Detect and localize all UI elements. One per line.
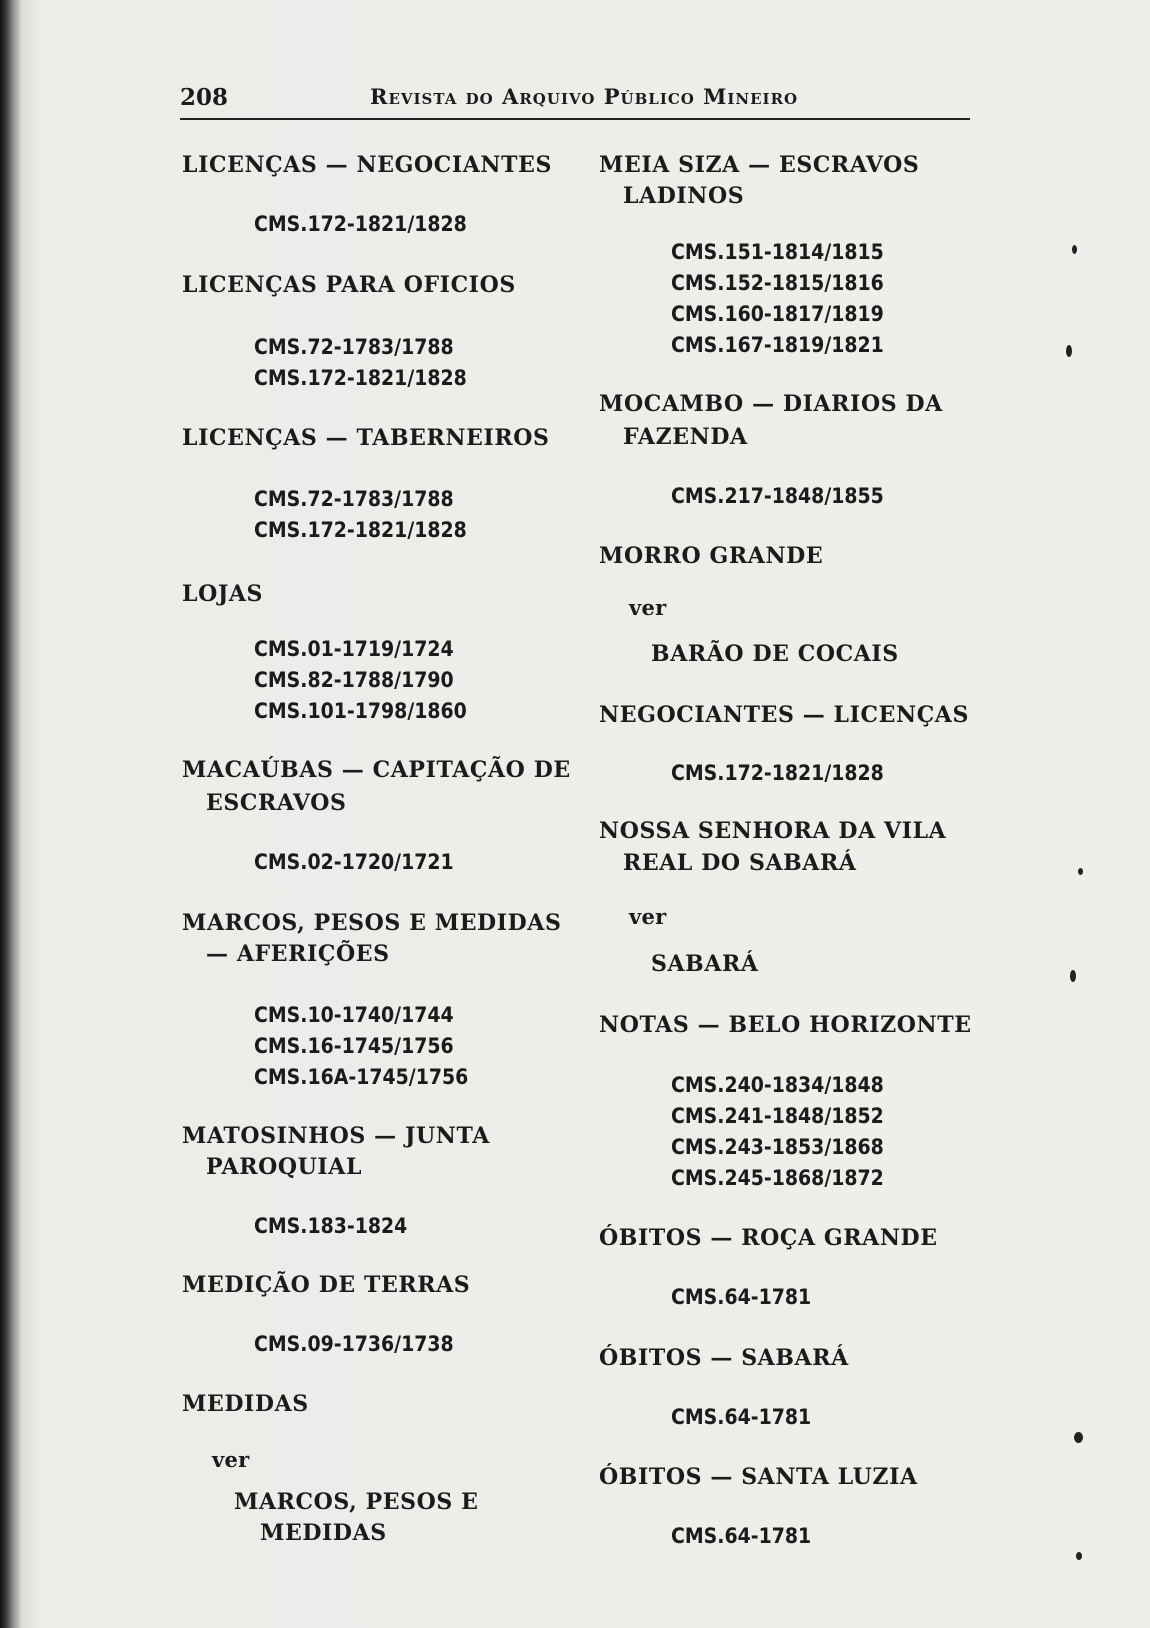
catalog-reference: CMS.245-1868/1872 <box>671 1166 884 1190</box>
index-heading: NOSSA SENHORA DA VILA <box>599 818 947 844</box>
catalog-reference: CMS.172-1821/1828 <box>671 761 884 785</box>
index-heading: LICENÇAS — NEGOCIANTES <box>182 152 552 178</box>
catalog-reference: CMS.64-1781 <box>671 1405 812 1429</box>
index-heading: — AFERIÇÕES <box>206 941 390 967</box>
index-heading: LOJAS <box>182 581 263 607</box>
catalog-reference: CMS.183-1824 <box>254 1214 408 1238</box>
catalog-reference: CMS.64-1781 <box>671 1524 812 1548</box>
index-heading: LICENÇAS PARA OFICIOS <box>182 272 516 298</box>
see-reference-target: BARÃO DE COCAIS <box>651 641 899 667</box>
catalog-reference: CMS.172-1821/1828 <box>254 518 467 542</box>
see-reference-label: ver <box>629 595 667 620</box>
index-heading: MEDIÇÃO DE TERRAS <box>182 1272 471 1298</box>
index-heading: MORRO GRANDE <box>599 543 824 569</box>
catalog-reference: CMS.10-1740/1744 <box>254 1003 454 1027</box>
catalog-reference: CMS.82-1788/1790 <box>254 668 454 692</box>
catalog-reference: CMS.243-1853/1868 <box>671 1135 884 1159</box>
index-heading: MEDIDAS <box>182 1391 309 1417</box>
index-heading: MOCAMBO — DIARIOS DA <box>599 391 943 417</box>
index-heading: MARCOS, PESOS E MEDIDAS <box>182 910 562 936</box>
catalog-reference: CMS.160-1817/1819 <box>671 302 884 326</box>
see-reference-target: SABARÁ <box>651 951 759 977</box>
book-spine-shadow <box>0 0 22 1628</box>
print-speck <box>1072 245 1077 254</box>
index-heading: MATOSINHOS — JUNTA <box>182 1123 490 1149</box>
index-heading: MEIA SIZA — ESCRAVOS <box>599 152 920 178</box>
index-heading: LADINOS <box>623 183 745 209</box>
index-heading: ÓBITOS — SANTA LUZIA <box>599 1464 918 1490</box>
page-number: 208 <box>180 84 229 111</box>
index-heading: LICENÇAS — TABERNEIROS <box>182 425 550 451</box>
catalog-reference: CMS.152-1815/1816 <box>671 271 884 295</box>
see-reference-label: ver <box>629 904 667 929</box>
catalog-reference: CMS.16-1745/1756 <box>254 1034 454 1058</box>
index-heading: NEGOCIANTES — LICENÇAS <box>599 702 969 728</box>
catalog-reference: CMS.151-1814/1815 <box>671 240 884 264</box>
running-head <box>180 78 970 120</box>
catalog-reference: CMS.172-1821/1828 <box>254 366 467 390</box>
journal-title: Revista do Arquivo Público Mineiro <box>370 84 799 109</box>
index-heading: ESCRAVOS <box>206 790 347 816</box>
catalog-reference: CMS.01-1719/1724 <box>254 637 454 661</box>
see-reference-label: ver <box>212 1447 250 1472</box>
print-speck <box>1076 1552 1082 1560</box>
catalog-reference: CMS.02-1720/1721 <box>254 850 454 874</box>
index-heading: PAROQUIAL <box>206 1154 363 1180</box>
catalog-reference: CMS.241-1848/1852 <box>671 1104 884 1128</box>
index-heading: FAZENDA <box>623 424 748 450</box>
catalog-reference: CMS.101-1798/1860 <box>254 699 467 723</box>
print-speck <box>1070 970 1076 982</box>
catalog-reference: CMS.64-1781 <box>671 1285 812 1309</box>
see-reference-target: MARCOS, PESOS E <box>234 1489 479 1515</box>
catalog-reference: CMS.72-1783/1788 <box>254 335 454 359</box>
catalog-reference: CMS.217-1848/1855 <box>671 484 884 508</box>
index-heading: ÓBITOS — ROÇA GRANDE <box>599 1225 938 1251</box>
print-speck <box>1066 345 1072 357</box>
catalog-reference: CMS.16A-1745/1756 <box>254 1065 469 1089</box>
print-speck <box>1074 1432 1083 1443</box>
catalog-reference: CMS.172-1821/1828 <box>254 212 467 236</box>
index-heading: REAL DO SABARÁ <box>623 850 857 876</box>
print-speck <box>1078 868 1083 875</box>
index-heading: ÓBITOS — SABARÁ <box>599 1345 849 1371</box>
catalog-reference: CMS.240-1834/1848 <box>671 1073 884 1097</box>
index-heading: NOTAS — BELO HORIZONTE <box>599 1012 972 1038</box>
catalog-reference: CMS.167-1819/1821 <box>671 333 884 357</box>
index-heading: MACAÚBAS — CAPITAÇÃO DE <box>182 757 571 783</box>
catalog-reference: CMS.09-1736/1738 <box>254 1332 454 1356</box>
catalog-reference: CMS.72-1783/1788 <box>254 487 454 511</box>
see-reference-target: MEDIDAS <box>260 1520 387 1546</box>
